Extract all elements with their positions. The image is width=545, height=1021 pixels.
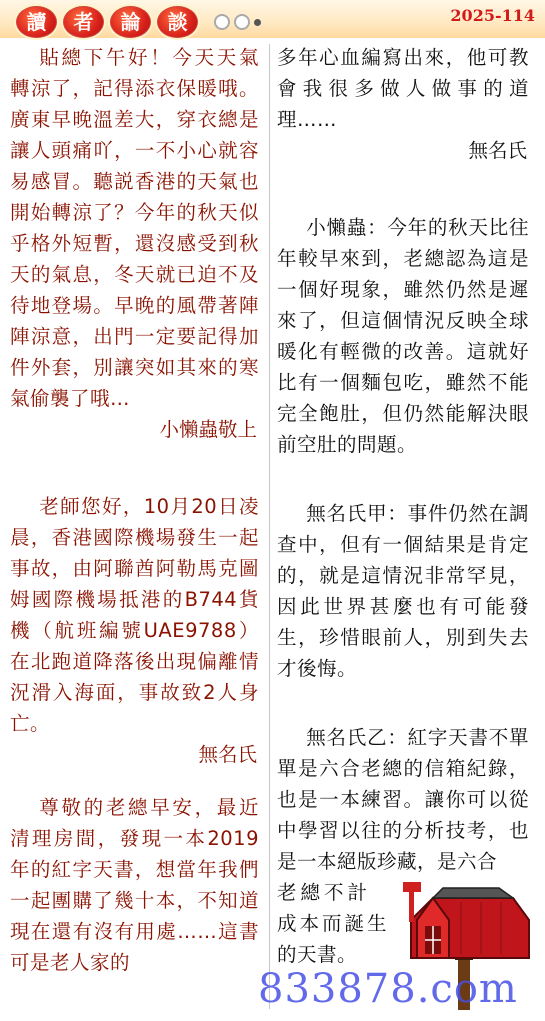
letter-signature: 無名氏 <box>468 139 527 162</box>
column-divider <box>269 44 270 1009</box>
dot-icon <box>254 19 261 26</box>
circle-icon <box>214 14 230 30</box>
title-char-4: 談 <box>155 4 200 40</box>
decorative-dots <box>214 14 261 30</box>
reply-paragraph-continued: 老總不計 <box>277 881 372 904</box>
header-banner <box>0 0 545 38</box>
reply-paragraph-continued: 的天書。 <box>277 943 358 966</box>
title-char-1: 讀 <box>14 4 59 40</box>
title-char-2: 者 <box>61 4 106 40</box>
title-char-3: 論 <box>108 4 153 40</box>
reply-paragraph: 小懶蟲：今年的秋天比往年較早來到，老總認為這是一個好現象，雖然仍然是遲來了，但這個情況反映全球暖化有輕微的改善。這就好比有一個麵包吃，雖然不能完全飽肚，但仍然能解決眼前空肚的問題。 <box>277 216 529 456</box>
issue-number: 2025-114 <box>450 6 535 25</box>
circle-icon <box>234 14 250 30</box>
letter-signature: 無名氏 <box>198 743 257 766</box>
reply-paragraph: 無名氏乙：紅字天書不單單是六合老總的信箱紀錄，也是一本練習。讓你可以從中學習以往的分析技考，也是一本絕版珍藏，是六合 <box>277 726 529 873</box>
left-column <box>10 42 259 978</box>
reply-paragraph-continued: 成本而誕生 <box>277 912 390 935</box>
reply-paragraph: 無名氏甲：事件仍然在調查中，但有一個結果是肯定的，就是這情況非常罕見，因此世界甚麼也有可能發生，珍惜眼前人，別到失去才後悔。 <box>277 502 529 680</box>
letter-paragraph: 貼總下午好！今天天氣轉涼了，記得添衣保暖哦。廣東早晚溫差大，穿衣總是讓人頭痛吖，一不小心就容易感冒。聽説香港的天氣也開始轉涼了？今年的秋天似乎格外短暫，還沒感受到秋天的氣息，冬天就已迫不及待地登場。早晚的風帶著陣陣涼意，出門一定要記得加件外套，別讓突如其來的寒氣偷襲了哦… <box>10 46 259 410</box>
letter-paragraph: 多年心血編寫出來，他可教會我很多做人做事的道理…… <box>277 46 529 131</box>
letter-paragraph: 老師您好，10月20日凌晨，香港國際機場發生一起事故，由阿聯酋阿勒馬克圖姆國際機場抵港的B744貨機（航班編號UAE9788）在北跑道降落後出現偏離情況滑入海面，事故致2人身亡。 <box>10 495 259 735</box>
right-column <box>277 42 529 970</box>
letter-signature: 小懶蟲敬上 <box>159 418 257 441</box>
letter-paragraph: 尊敬的老總早安，最近清理房間，發現一本2019年的紅字天書，想當年我們一起團購了幾十本，不知道現在還有沒有用處……這書可是老人家的 <box>10 796 259 974</box>
column-title <box>14 4 200 40</box>
site-watermark: 833878.com <box>258 966 518 1012</box>
